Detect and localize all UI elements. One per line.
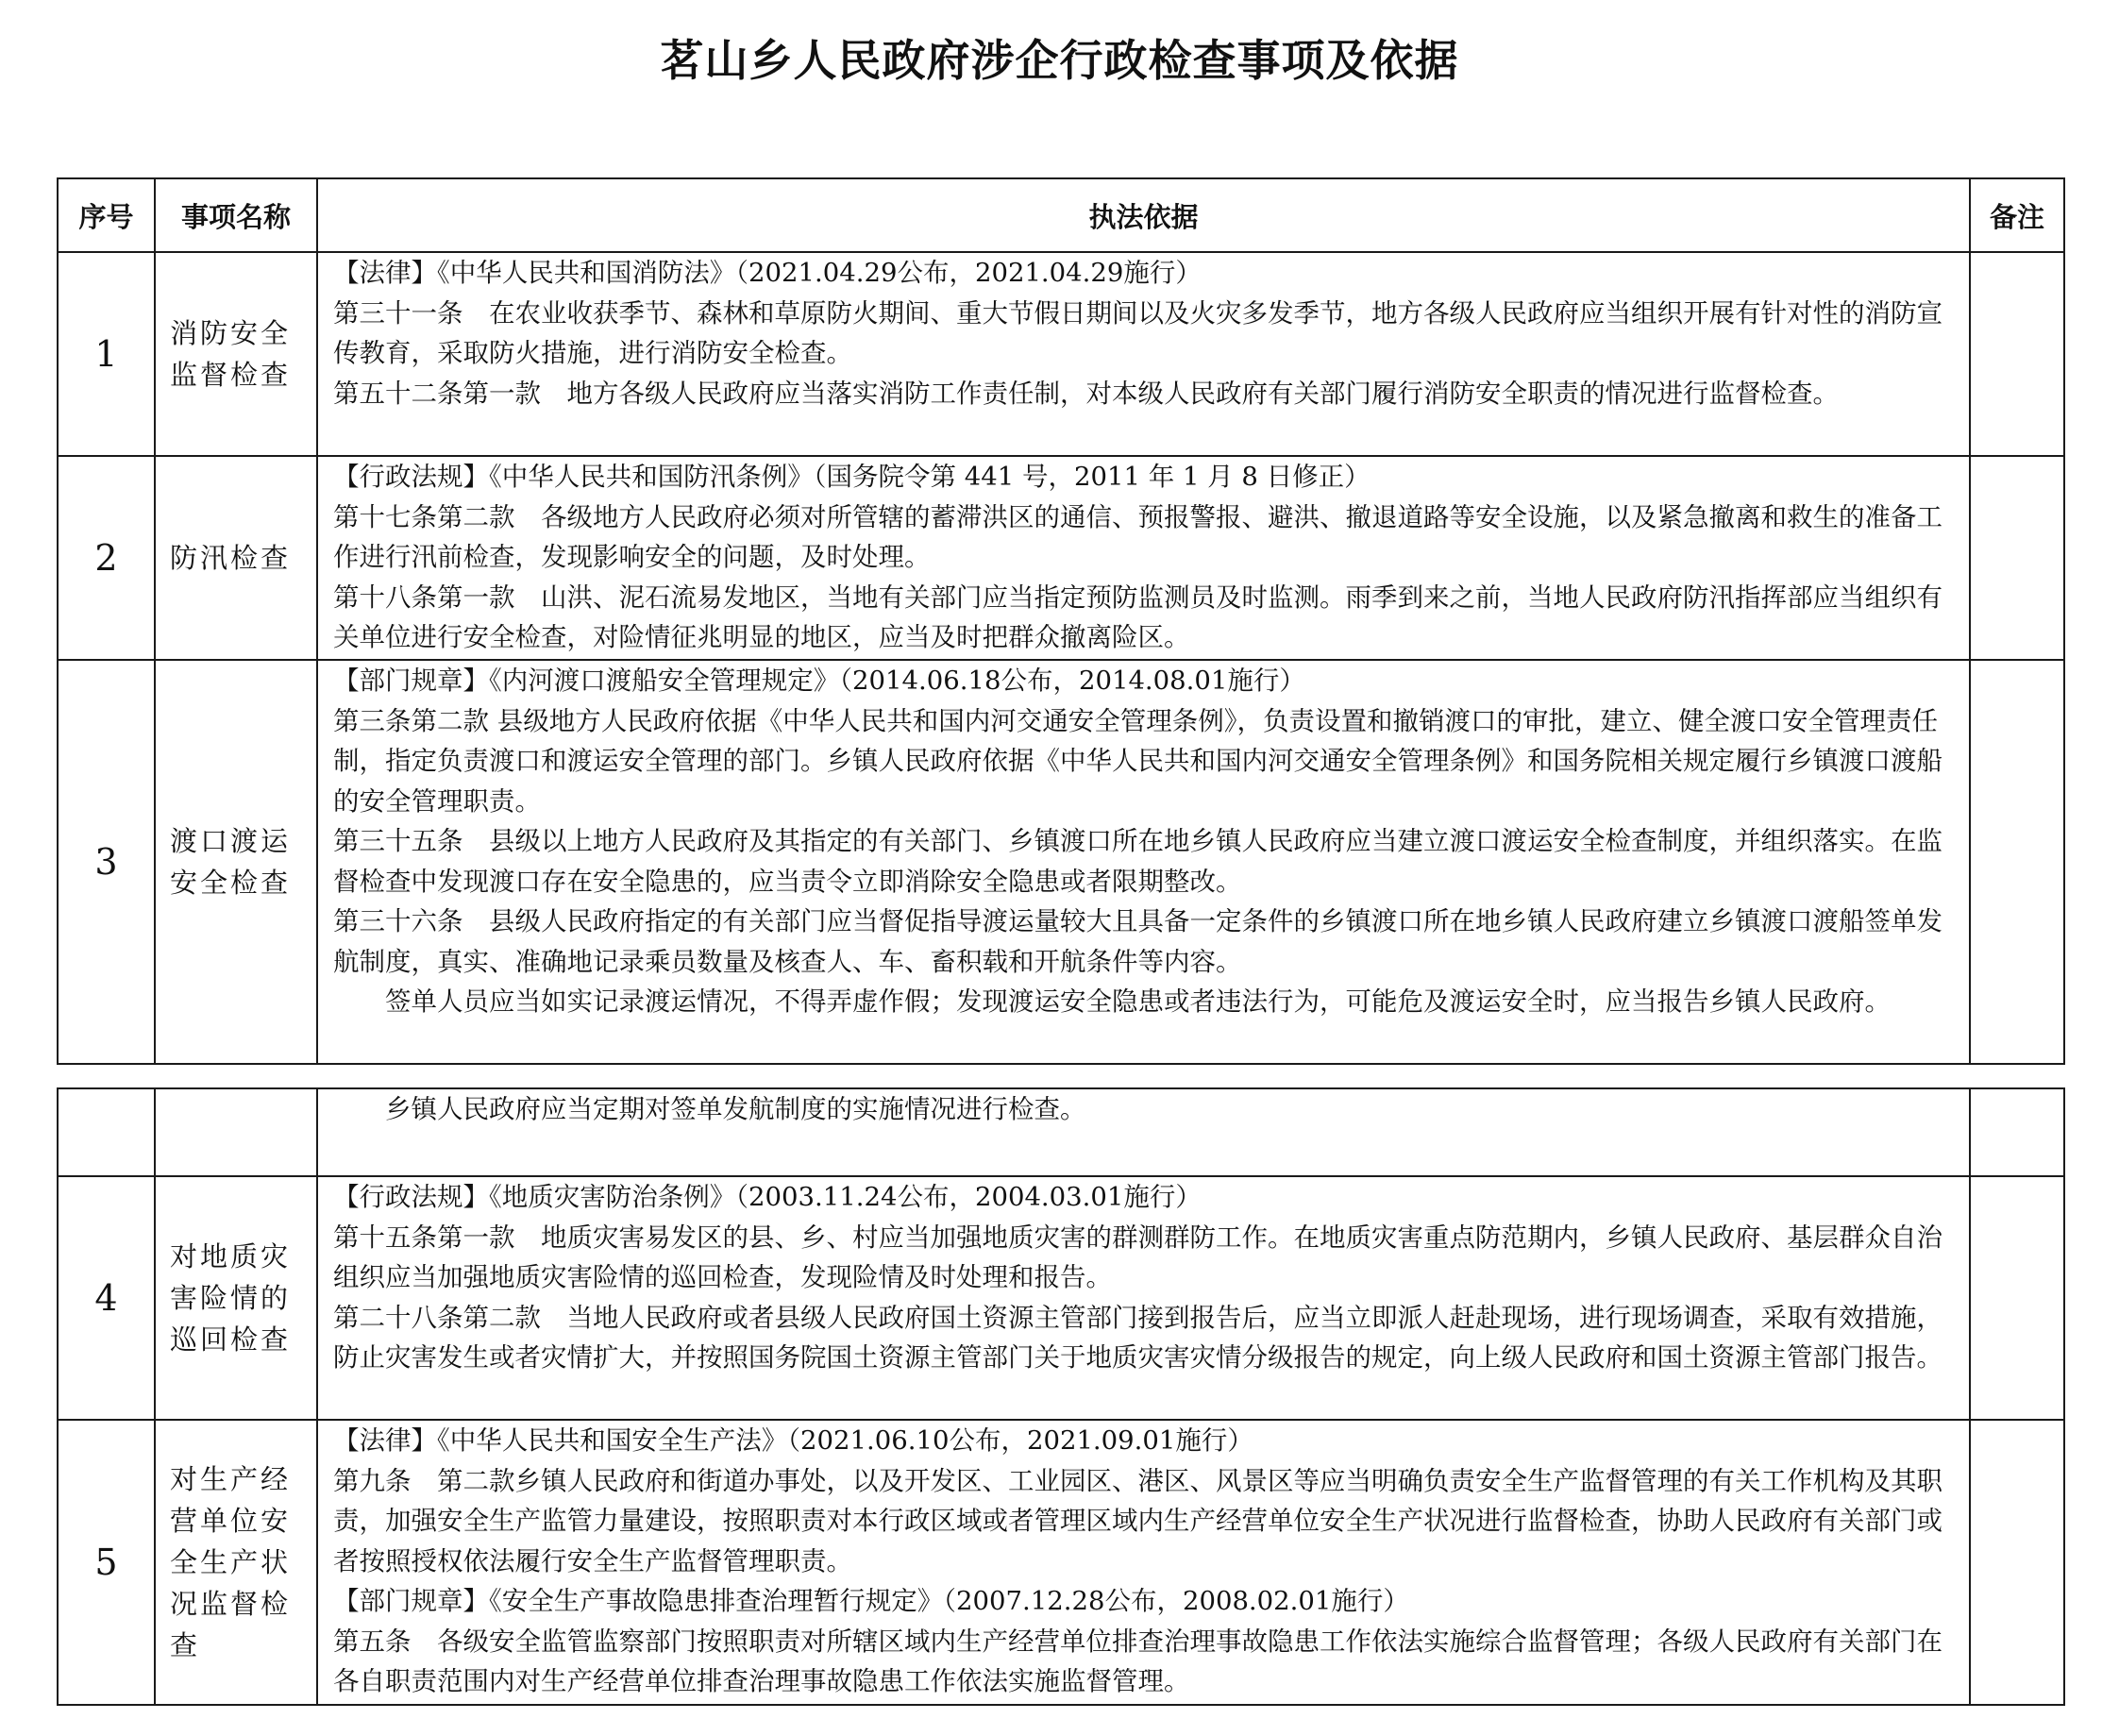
basis-paragraph: 第十八条第一款 山洪、泥石流易发地区，当地有关部门应当指定预防监测员及时监测。雨季到来之前，当地人民政府防汛指挥部应当组织有关单位进行安全检查，对险情征兆明显的地区，应当及时把群众撤离险区。 <box>333 581 1942 652</box>
row-note <box>1970 1088 2064 1176</box>
inspection-table-part-1 <box>57 177 2065 1065</box>
row-basis <box>317 1176 1970 1420</box>
table-row <box>58 660 2064 1064</box>
row-note <box>1970 252 2064 456</box>
basis-paragraph: 第五条 各级安全监管监察部门按照职责对所辖区域内生产经营单位排查治理事故隐患工作依法实施综合监督管理；各级人民政府有关部门在各自职责范围内对生产经营单位排查治理事故隐患工作依法实施监督管理。 <box>333 1626 1942 1696</box>
row-basis <box>317 1420 1970 1705</box>
basis-paragraph: 乡镇人民政府应当定期对签单发航制度的实施情况进行检查。 <box>385 1094 1086 1124</box>
row-note <box>1970 1176 2064 1420</box>
inspection-table-part-2 <box>57 1087 2065 1706</box>
row-name: 对生产经营单位安全生产状况监督检查 <box>155 1420 317 1705</box>
basis-paragraph: 第三十五条 县级以上地方人民政府及其指定的有关部门、乡镇渡口所在地乡镇人民政府应当建立渡口渡运安全检查制度，并组织落实。在监督检查中发现渡口存在安全隐患的，应当责令立即消除安全隐患或者限期整改。 <box>333 826 1942 897</box>
header-row <box>58 178 2064 252</box>
table-row-continued <box>58 1088 2064 1176</box>
row-basis <box>317 660 1970 1064</box>
row-name <box>155 1088 317 1176</box>
basis-paragraph: 第二十八条第二款 当地人民政府或者县级人民政府国土资源主管部门接到报告后，应当立即派人赶赴现场，进行现场调查，采取有效措施，防止灾害发生或者灾情扩大，并按照国务院国土资源主管部门关于地质灾害灾情分级报告的规定，向上级人民政府和国土资源主管部门报告。 <box>333 1302 1942 1373</box>
row-seq <box>58 1088 155 1176</box>
row-seq: 4 <box>58 1176 155 1420</box>
basis-paragraph: 【部门规章】《安全生产事故隐患排查治理暂行规定》（2007.12.28公布，2008.02.01施行） <box>333 1586 1409 1616</box>
row-seq: 3 <box>58 660 155 1064</box>
basis-paragraph: 第三十六条 县级人民政府指定的有关部门应当督促指导渡运量较大且具备一定条件的乡镇渡口所在地乡镇人民政府建立乡镇渡口渡船签单发航制度，真实、准确地记录乘员数量及核查人、车、畜积载和开航条件等内容。 <box>333 906 1942 977</box>
basis-paragraph: 第三条第二款 县级地方人民政府依据《中华人民共和国内河交通安全管理条例》，负责设置和撤销渡口的审批，建立、健全渡口安全管理责任制，指定负责渡口和渡运安全管理的部门。乡镇人民政府依据《中华人民共和国内河交通安全管理条例》和国务院相关规定履行乡镇渡口渡船的安全管理职责。 <box>333 705 1942 817</box>
document-title: 茗山乡人民政府涉企行政检查事项及依据 <box>660 35 1459 86</box>
row-name: 消防安全监督检查 <box>155 252 317 456</box>
table-row <box>58 456 2064 660</box>
row-name: 渡口渡运安全检查 <box>155 660 317 1064</box>
row-seq: 5 <box>58 1420 155 1705</box>
basis-paragraph: 第十五条第一款 地质灾害易发区的县、乡、村应当加强地质灾害的群测群防工作。在地质灾害重点防范期内，乡镇人民政府、基层群众自治组织应当加强地质灾害险情的巡回检查，发现险情及时处理和报告。 <box>333 1222 1942 1292</box>
row-basis <box>317 1088 1970 1176</box>
header-note: 备注 <box>1970 178 2064 252</box>
basis-paragraph: 第九条 第二款乡镇人民政府和街道办事处，以及开发区、工业园区、港区、风景区等应当明确负责安全生产监督管理的有关工作机构及其职责，加强安全生产监管力量建设，按照职责对本行政区域或者管理区域内生产经营单位安全生产状况进行监督检查，协助人民政府有关部门或者按照授权依法履行安全生产监督管理职责。 <box>333 1465 1942 1576</box>
header-seq: 序号 <box>58 178 155 252</box>
basis-paragraph: 第三十一条 在农业收获季节、森林和草原防火期间、重大节假日期间以及火灾多发季节，地方各级人民政府应当组织开展有针对性的消防宣传教育，采取防火措施，进行消防安全检查。 <box>333 297 1942 368</box>
basis-paragraph: 【行政法规】《中华人民共和国防汛条例》（国务院令第 441 号，2011 年 1 月 8 日修正） <box>333 462 1371 492</box>
header-name: 事项名称 <box>155 178 317 252</box>
row-seq: 1 <box>58 252 155 456</box>
row-name: 防汛检查 <box>155 456 317 660</box>
basis-paragraph: 【法律】《中华人民共和国消防法》（2021.04.29公布，2021.04.29施行） <box>333 258 1202 288</box>
row-seq: 2 <box>58 456 155 660</box>
row-basis <box>317 252 1970 456</box>
row-note <box>1970 456 2064 660</box>
basis-paragraph: 【法律】《中华人民共和国安全生产法》（2021.06.10公布，2021.09.01施行） <box>333 1425 1253 1456</box>
basis-paragraph: 第十七条第二款 各级地方人民政府必须对所管辖的蓄滞洪区的通信、预报警报、避洪、撤退道路等安全设施，以及紧急撤离和救生的准备工作进行汛前检查，发现影响安全的问题，及时处理。 <box>333 501 1942 572</box>
basis-paragraph: 第五十二条第一款 地方各级人民政府应当落实消防工作责任制，对本级人民政府有关部门履行消防安全职责的情况进行监督检查。 <box>333 378 1839 409</box>
row-note <box>1970 660 2064 1064</box>
basis-paragraph: 签单人员应当如实记录渡运情况，不得弄虚作假；发现渡运安全隐患或者违法行为，可能危及渡运安全时，应当报告乡镇人民政府。 <box>385 986 1891 1017</box>
basis-paragraph: 【部门规章】《内河渡口渡船安全管理规定》（2014.06.18公布，2014.08.01施行） <box>333 666 1305 696</box>
row-basis <box>317 456 1970 660</box>
basis-paragraph: 【行政法规】《地质灾害防治条例》（2003.11.24公布，2004.03.01施行） <box>333 1182 1202 1212</box>
row-note <box>1970 1420 2064 1705</box>
table-row <box>58 1420 2064 1705</box>
table-row <box>58 252 2064 456</box>
header-basis: 执法依据 <box>317 178 1970 252</box>
row-name: 对地质灾害险情的巡回检查 <box>155 1176 317 1420</box>
table-row <box>58 1176 2064 1420</box>
